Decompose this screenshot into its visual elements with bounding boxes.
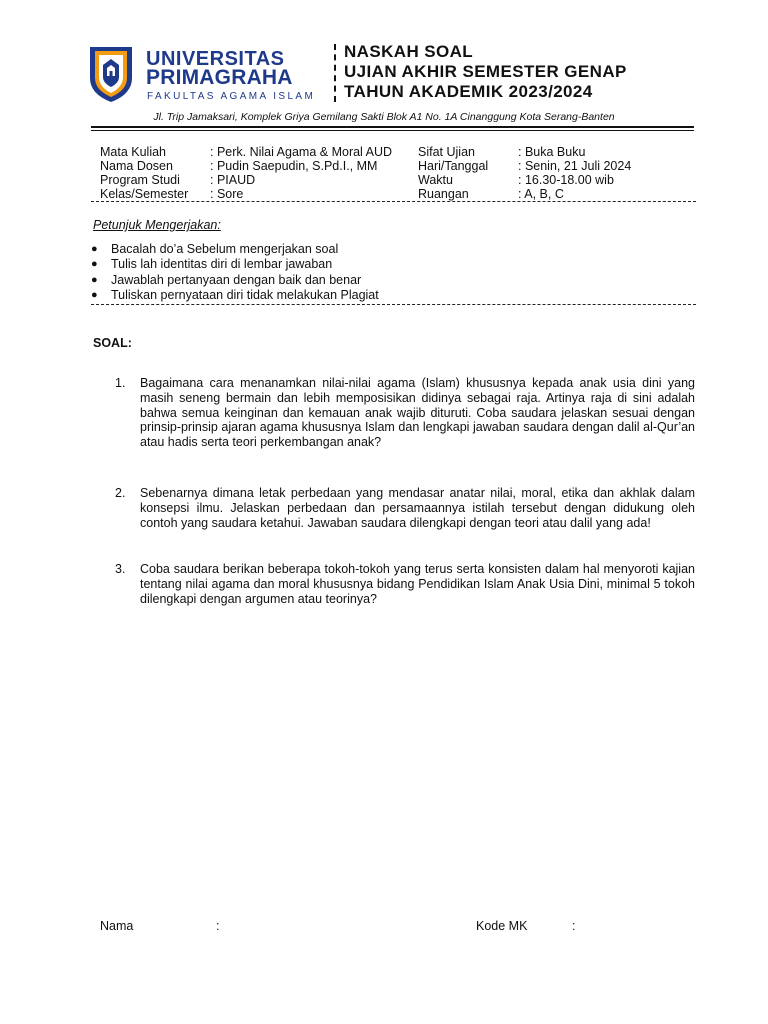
doc-title-line-3: TAHUN AKADEMIK 2023/2024	[344, 82, 593, 101]
info-value-program-studi: : PIAUD	[210, 173, 256, 187]
question-number: 1.	[115, 376, 126, 390]
info-value-kelas-semester: : Sore	[210, 187, 244, 201]
bullet-icon: ●	[91, 243, 98, 255]
question-number: 2.	[115, 486, 126, 500]
info-label-program-studi: Program Studi	[100, 173, 180, 187]
info-value-ruangan: : A, B, C	[518, 187, 564, 201]
info-value-hari-tanggal: : Senin, 21 Juli 2024	[518, 159, 632, 173]
bullet-icon: ●	[91, 289, 98, 302]
info-label-hari-tanggal: Hari/Tanggal	[418, 159, 489, 173]
address: Jl. Trip Jamaksari, Komplek Griya Gemilang Sakti Blok A1 No. 1A Cinanggung Kota Serang-Banten	[153, 111, 615, 123]
instructions-divider	[91, 304, 696, 305]
bullet-icon: ●	[91, 258, 98, 271]
info-value-waktu: : 16.30-18.00 wib	[518, 173, 614, 187]
info-label-ruangan: Ruangan	[418, 187, 469, 201]
question-text: Coba saudara berikan beberapa tokoh-tokoh yang terus serta konsisten dalam hal menyoroti kajian tentang nilai agama dan moral khususnya bidang Pendidikan Islam Anak Usia Dini, minimal 5 tokoh dilengkapi dengan argumen atau teorinya?	[140, 562, 695, 606]
list-item: ● Jawablah pertanyaan dengan baik dan benar	[91, 272, 362, 287]
university-name: UNIVERSITAS	[146, 48, 285, 70]
header-divider	[334, 44, 336, 102]
info-divider	[91, 201, 696, 202]
list-item: ● Tulis lah identitas diri di lembar jawaban	[91, 257, 333, 272]
question-1	[115, 376, 695, 450]
list-item: ● Tuliskan pernyataan diri tidak melakukan Plagiat	[91, 288, 379, 303]
header-rule-thick	[91, 126, 694, 128]
question-number: 3.	[115, 562, 126, 576]
question-text: Sebenarnya dimana letak perbedaan yang mendasar anatar nilai, moral, etika dan akhlak dalam konsepsi ilmu. Jelaskan perbedaan dan persamaannya istilah tersebut dengan didukung oleh contoh yang saudara ketahui. Jawaban saudara dilengkapi dengan teori atau dalil yang ada!	[140, 486, 695, 530]
info-label-nama-dosen: Nama Dosen	[100, 159, 173, 173]
info-value-mata-kuliah: : Perk. Nilai Agama & Moral AUD	[210, 145, 393, 159]
instructions-title: Petunjuk Mengerjakan:	[93, 218, 221, 232]
doc-title-line-2: UJIAN AKHIR SEMESTER GENAP	[344, 62, 627, 81]
info-value-sifat-ujian: : Buka Buku	[518, 145, 586, 159]
info-label-kelas-semester: Kelas/Semester	[100, 187, 189, 201]
doc-title-line-1: NASKAH SOAL	[344, 42, 474, 61]
instructions-list	[91, 242, 691, 304]
faculty-name: FAKULTAS AGAMA ISLAM	[147, 91, 316, 102]
info-label-mata-kuliah: Mata Kuliah	[100, 145, 167, 159]
footer-nama-colon: :	[216, 919, 220, 933]
info-label-sifat-ujian: Sifat Ujian	[418, 145, 475, 159]
question-text: Bagaimana cara menanamkan nilai-nilai agama (Islam) khususnya kepada anak usia dini yang masih seneng bermain dan lebih memposisikan didinya sebagai raja. Artinya raja di sini adalah bahwa semua keinginan dan kemauan anak wajib dituruti. Coba saudara jelaskan sesuai dengan prinsip-prinsip ajaran agama khususnya Islam dan lengkapi jawaban saudara dengan dalil al-Qur’an atau hadis serta teori perkembangan anak?	[140, 376, 695, 450]
footer-kode-mk-label: Kode MK	[476, 919, 528, 933]
info-label-waktu: Waktu	[418, 173, 453, 187]
question-3	[115, 562, 695, 606]
question-2	[115, 486, 695, 530]
footer-kode-mk-colon: :	[572, 919, 576, 933]
footer-nama-label: Nama	[100, 919, 134, 933]
header-rule-thin	[91, 130, 694, 131]
bullet-icon: ●	[91, 273, 98, 286]
university-brand: PRIMAGRAHA	[146, 66, 293, 89]
info-value-nama-dosen: : Pudin Saepudin, S.Pd.I., MM	[210, 159, 378, 173]
list-item: ● Bacalah do’a Sebelum mengerjakan soal	[91, 242, 339, 256]
soal-heading: SOAL:	[93, 336, 132, 350]
university-logo	[86, 44, 136, 104]
